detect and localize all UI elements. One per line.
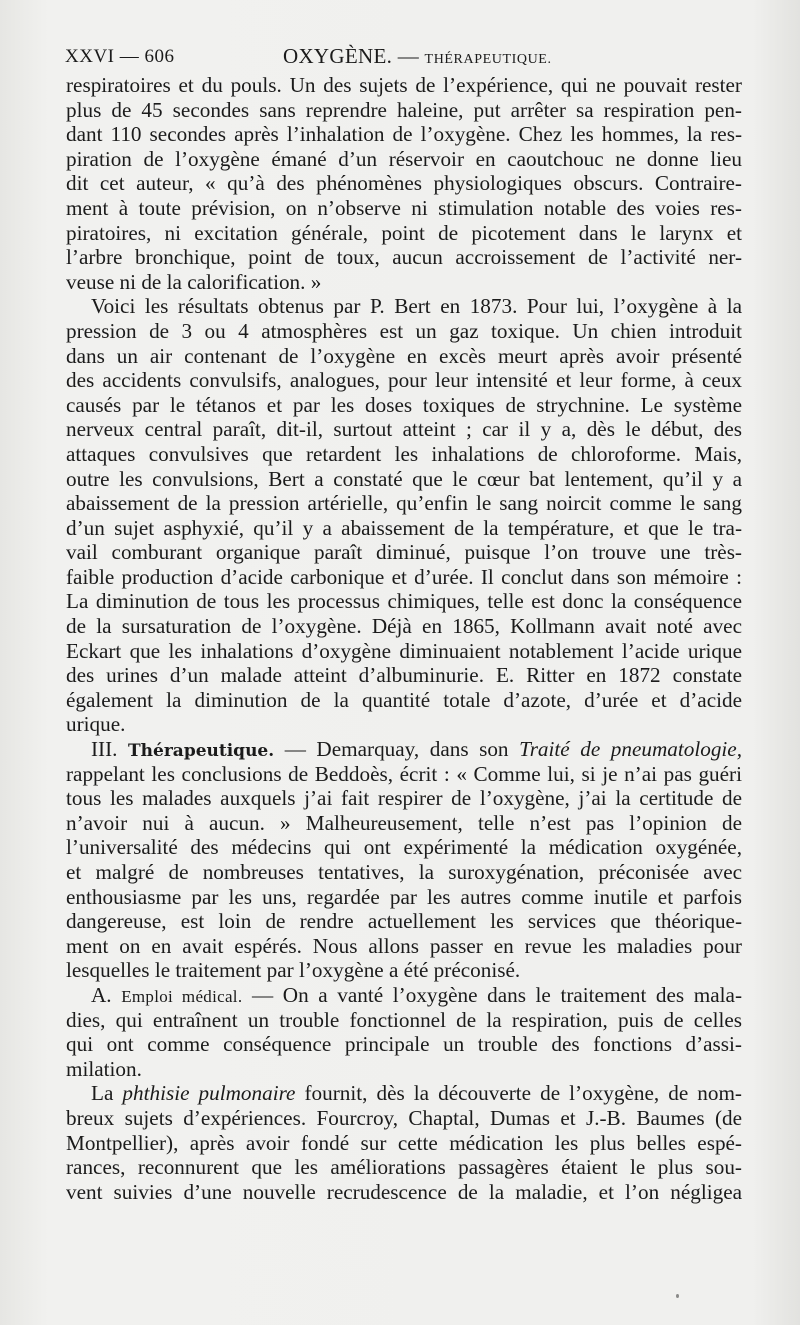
text-line: rappelant les conclusions de Beddoès, écrit : « Comme lui, si je n’ai pas guéri xyxy=(66,761,742,786)
section-numeral: III. xyxy=(91,737,118,762)
text-line: urique. xyxy=(66,712,126,737)
section-heading-line xyxy=(66,737,742,762)
text-line: plus de 45 secondes sans reprendre haleine, put arrêter sa respiration pen- xyxy=(66,97,742,122)
running-header xyxy=(65,44,755,72)
text-line: piration de l’oxygène émané d’un réservoir en caoutchouc ne donne lieu xyxy=(66,146,742,171)
text-line: Eckart que les inhalations d’oxygène diminuaient notablement l’acide urique xyxy=(66,638,742,663)
body-text xyxy=(66,73,742,1204)
text-line: dangereuse, est loin de rendre actuellement les services que théorique- xyxy=(66,909,742,934)
text-line: vent suivies d’une nouvelle recrudescence de la maladie, et l’on négligea xyxy=(66,1179,742,1204)
section-heading: Thérapeutique. xyxy=(128,741,275,762)
header-title: OXYGÈNE. xyxy=(283,44,393,68)
text-line: ment on en avait espérés. Nous allons passer en revue les maladies pour xyxy=(66,933,742,958)
text-line: piratoires, ni excitation générale, point de picotement dans le larynx et xyxy=(66,220,742,245)
text-line: vail comburant organique paraît diminué, puisque l’on trouve une très- xyxy=(66,540,742,565)
subsection-heading: Emploi médical. xyxy=(121,986,243,1006)
text-line: de la sursaturation de l’oxygène. Déjà en 1865, Kollmann avait noté avec xyxy=(66,614,742,639)
book-title: Traité de pneumatologie, xyxy=(519,737,742,762)
text-line: dans un air contenant de l’oxygène en excès meurt après avoir présenté xyxy=(66,343,742,368)
text-line: lesquelles le traitement par l’oxygène a été préconisé. xyxy=(66,958,521,983)
text-line: La diminution de tous les processus chimiques, telle est donc la conséquence xyxy=(66,589,742,614)
para-prefix: La xyxy=(91,1081,123,1106)
page-number: XXVI — 606 xyxy=(65,46,175,67)
text-line: rances, reconnurent que les améliorations passagères étaient le plus sou- xyxy=(66,1155,742,1180)
text-line: d’un sujet asphyxié, qu’il y a abaissement de la température, et que le tra- xyxy=(66,515,742,540)
text-line: enthousiasme par les uns, regardée par les autres comme inutile et parfois xyxy=(66,884,742,909)
text-line: respiratoires et du pouls. Un des sujets de l’expérience, qui ne pouvait rester xyxy=(66,73,742,97)
text-line: causés par le tétanos et par les doses toxiques de strychnine. Le système xyxy=(66,392,742,417)
section-lead: — Demarquay, dans son xyxy=(274,737,520,762)
text-line: dies, qui entraînent un trouble fonctionnel de la respiration, puis de celles xyxy=(66,1007,742,1032)
text-line: dit cet auteur, « qu’à des phénomènes physiologiques obscurs. Contraire- xyxy=(66,171,742,196)
text-line: l’arbre bronchique, point de toux, aucun accroissement de l’activité ner- xyxy=(66,245,742,270)
text-line: qui ont comme conséquence principale un trouble des fonctions d’assi- xyxy=(66,1032,742,1057)
subsection-heading-line xyxy=(66,983,742,1008)
subsection-lead: — On a vanté l’oxygène dans le traitement des mala- xyxy=(242,982,742,1007)
text-line: nerveux central paraît, dit-il, surtout atteint ; car il y a, dès le début, des xyxy=(66,417,742,442)
disease-term: phthisie pulmonaire xyxy=(122,1081,296,1106)
text-line: milation. xyxy=(66,1056,142,1081)
text-line: des accidents convulsifs, analogues, pour leur intensité et leur forme, à ceux xyxy=(66,368,742,393)
text-line: dant 110 secondes après l’inhalation de l’oxygène. Chez les hommes, la res- xyxy=(66,122,742,147)
header-dash: — xyxy=(392,44,425,68)
text-line: l’universalité des médecins qui ont expérimenté la médication oxygénée, xyxy=(66,835,742,860)
text-line: veuse ni de la calorification. » xyxy=(66,269,322,294)
text-line: et malgré de nombreuses tentatives, la suroxygénation, préconisée avec xyxy=(66,860,742,884)
text-line: des urines d’un malade atteint d’albuminurie. E. Ritter en 1872 constate xyxy=(66,663,742,688)
text-line: Voici les résultats obtenus par P. Bert en 1873. Pour lui, l’oxygène à la xyxy=(91,294,742,319)
text-line: ment à toute prévision, on n’observe ni stimulation notable des voies res- xyxy=(66,195,742,220)
paragraph-first-line xyxy=(66,1081,742,1106)
header-subtitle: THÉRAPEUTIQUE. xyxy=(424,52,552,67)
print-speck xyxy=(676,1294,679,1298)
text-line: n’avoir nui à aucun. » Malheureusement, telle n’est pas l’opinion de xyxy=(66,810,742,835)
text-line: Montpellier), après avoir fondé sur cette médication les plus belles espé- xyxy=(66,1130,742,1155)
text-line: attaques convulsives que retardent les inhalations de chloroforme. Mais, xyxy=(66,441,742,466)
para-rest: fournit, dès la découverte de l’oxygène, de nom- xyxy=(295,1081,742,1106)
text-line: faible production d’acide carbonique et d’urée. Il conclut dans son mémoire : xyxy=(66,564,742,589)
text-line: outre les convulsions, Bert a constaté que le cœur bat lentement, qu’il y a xyxy=(66,466,742,491)
text-line: également la diminution de la quantité totale d’azote, d’urée et d’acide xyxy=(66,687,742,712)
text-line: tous les malades auxquels j’ai fait respirer de l’oxygène, j’ai la certitude de xyxy=(66,786,742,811)
text-line: breux sujets d’expériences. Fourcroy, Chaptal, Dumas et J.-B. Baumes (de xyxy=(66,1105,742,1130)
text-line: abaissement de la pression artérielle, qu’enfin le sang noircit comme le sang xyxy=(66,491,742,516)
text-line: pression de 3 ou 4 atmosphères est un gaz toxique. Un chien introduit xyxy=(66,318,742,343)
subsection-label: A. xyxy=(91,982,112,1007)
running-title xyxy=(283,44,552,69)
